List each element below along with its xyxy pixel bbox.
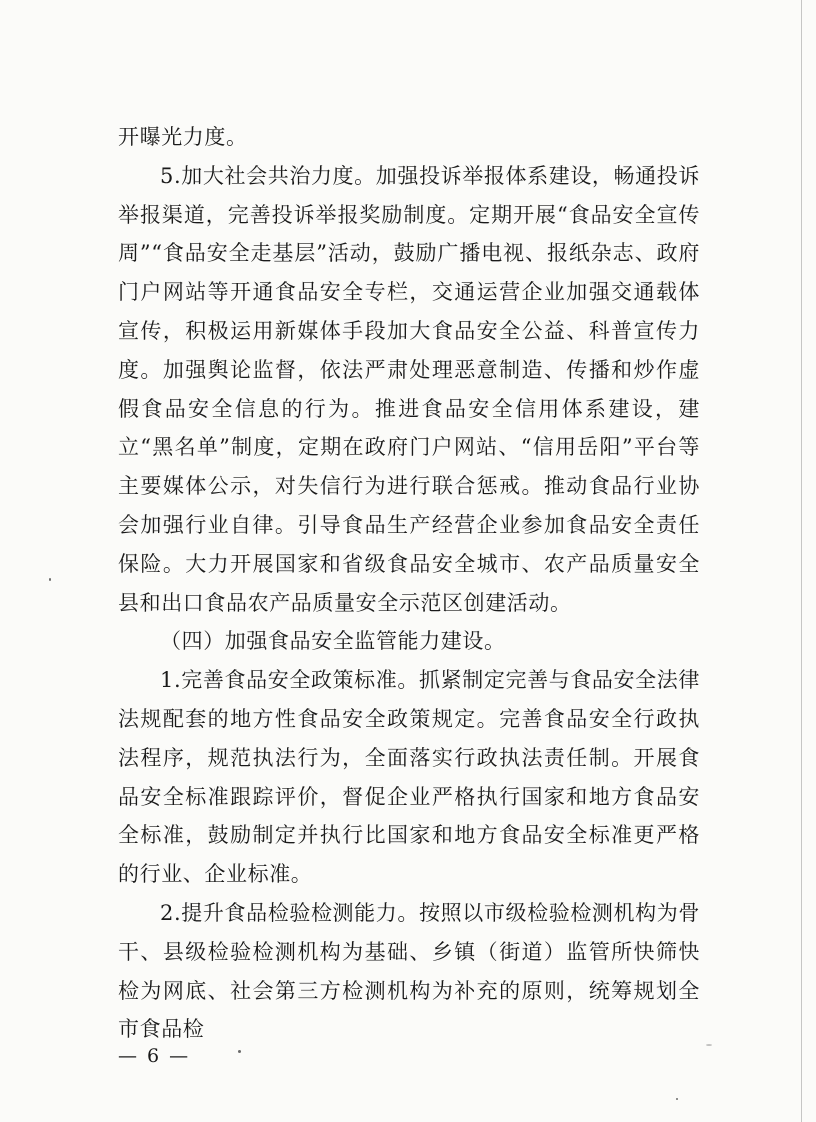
paragraph-inspection-capacity: 2.提升食品检验检测能力。按照以市级检验检测机构为骨干、县级检验检测机构为基础、乡镇（街道）监管所快筛快检为网底、社会第三方检测机构为补充的原则，统筹规划全市食品检 <box>118 900 700 1042</box>
document-body <box>118 118 700 1049</box>
page-number: — 6 — <box>118 1045 191 1067</box>
section-heading: （四）加强食品安全监管能力建设。 <box>160 629 506 654</box>
scan-speck <box>238 1050 241 1053</box>
paragraph-policy-standards: 1.完善食品安全政策标准。抓紧制定完善与食品安全法律法规配套的地方性食品安全政策规定。完善食品安全行政执法程序，规范执法行为，全面落实行政执法责任制。开展食品安全标准跟踪评价，督促企业严格执行国家和地方食品安全标准，鼓励制定并执行比国家和地方食品安全标准更严格的行业、企业标准。 <box>118 668 700 887</box>
scan-speck <box>676 1098 678 1100</box>
paragraph-continuation: 开曝光力度。 <box>118 125 248 149</box>
paragraph-social-governance: 5.加大社会共治力度。加强投诉举报体系建设，畅通投诉举报渠道，完善投诉举报奖励制度。定期开展“食品安全宣传周”“食品安全走基层”活动，鼓励广播电视、报纸杂志、政府门户网站等开通食品安全专栏，交通运营企业加强交通载体宣传，积极运用新媒体手段加大食品安全公益、科普宣传力度。加强舆论监督，依法严肃处理恶意制造、传播和炒作虚假食品安全信息的行为。推进食品安全信用体系建设，建立“黑名单”制度，定期在政府门户网站、“信用岳阳”平台等主要媒体公示，对失信行为进行联合惩戒。推动食品行业协会加强行业自律。引导食品生产经营企业参加食品安全责任保险。大力开展国家和省级食品安全城市、农产品质量安全县和出口食品农产品质量安全示范区创建活动。 <box>118 163 700 615</box>
scan-edge-line <box>801 0 802 1122</box>
scan-speck <box>49 578 51 581</box>
scan-speck <box>706 1044 712 1046</box>
